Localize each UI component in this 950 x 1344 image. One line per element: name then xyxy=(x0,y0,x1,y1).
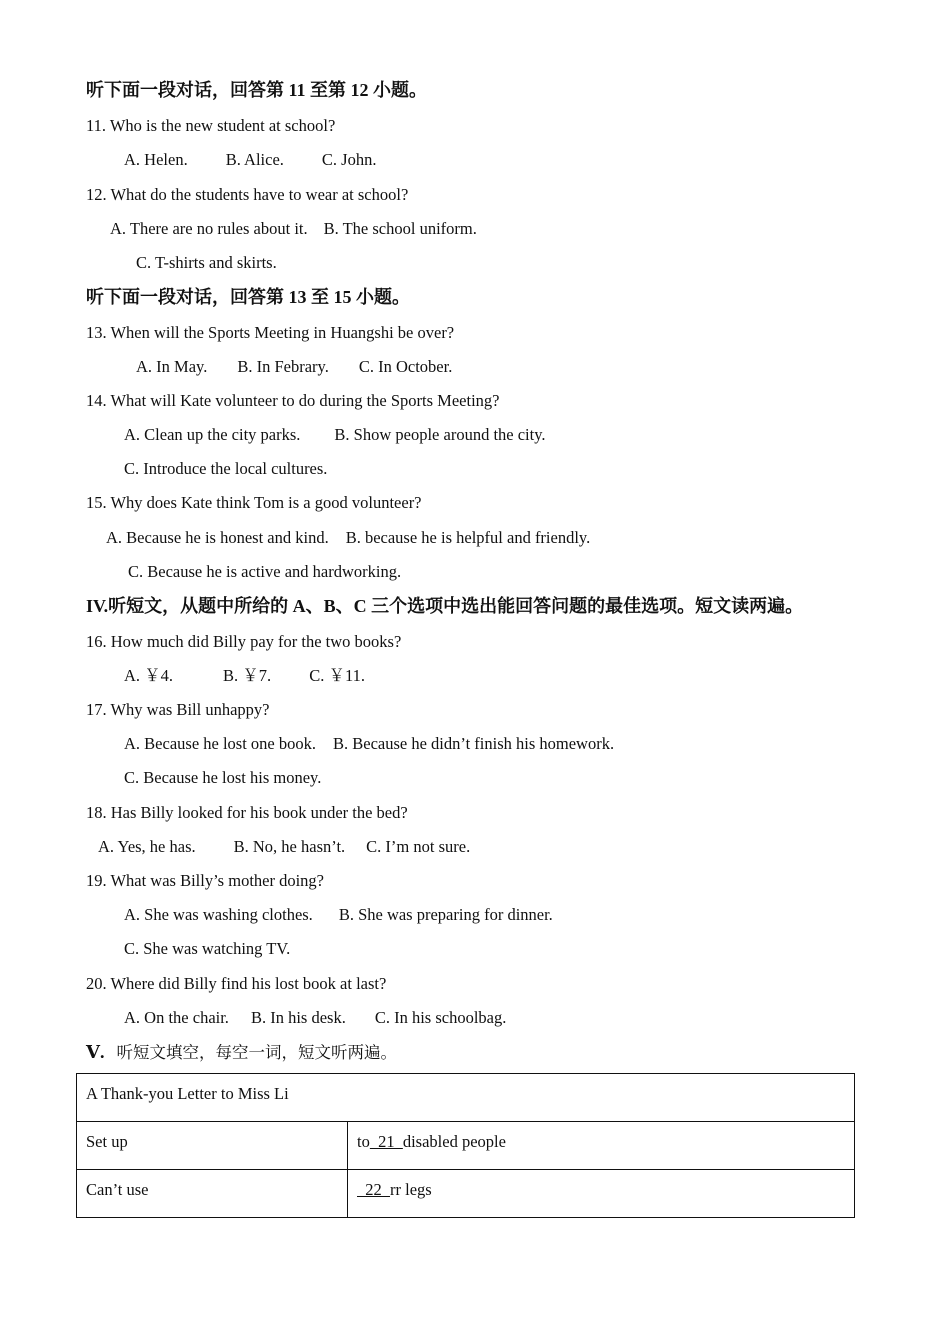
option-c: C. John. xyxy=(321,150,377,169)
question-15: 15. Why does Kate think Tom is a good volunteer? xyxy=(86,493,422,512)
option-b: B. because he is helpful and friendly. xyxy=(345,528,591,547)
table-cell-value: to 21 disabled people xyxy=(348,1122,855,1170)
question-20: 20. Where did Billy find his lost book at last? xyxy=(86,974,387,993)
option-c: C. In his schoolbag. xyxy=(374,1008,507,1027)
option-b: B. In Febrary. xyxy=(237,357,329,376)
option-a: A. Clean up the city parks. xyxy=(124,425,301,444)
section-heading-11-12: 听下面一段对话，回答第 11 至第 12 小题。 xyxy=(86,80,428,100)
option-b: B. Show people around the city. xyxy=(334,425,546,444)
option-a: A. ￥4. xyxy=(124,666,174,685)
section-heading-13-15: 听下面一段对话，回答第 13 至 15 小题。 xyxy=(86,287,410,307)
question-12-options xyxy=(110,219,477,239)
option-a: A. Because he lost one book. xyxy=(124,734,316,753)
section-instruction: 听短文填空，每空一词，短文听两遍。 xyxy=(116,1043,397,1062)
option-b: B. No, he hasn’t. xyxy=(233,837,346,856)
question-14-options xyxy=(124,425,546,445)
option-a: A. In May. xyxy=(136,357,208,376)
question-11-options xyxy=(124,150,376,170)
question-17: 17. Why was Bill unhappy? xyxy=(86,700,270,719)
blank-21[interactable]: 21 xyxy=(369,1132,403,1151)
question-17-options xyxy=(124,734,614,754)
blank-22[interactable]: 22 xyxy=(357,1180,390,1199)
table-row xyxy=(77,1122,855,1170)
table-title: A Thank-you Letter to Miss Li xyxy=(77,1074,855,1122)
option-b: B. Alice. xyxy=(225,150,284,169)
question-11: 11. Who is the new student at school? xyxy=(86,116,336,135)
option-a: A. She was washing clothes. xyxy=(124,905,313,924)
question-18: 18. Has Billy looked for his book under the bed? xyxy=(86,803,408,822)
option-a: A. On the chair. xyxy=(124,1008,229,1027)
section-heading-iv: IV.听短文，从题中所给的 A、B、C 三个选项中选出能回答问题的最佳选项。短文读两遍。 xyxy=(86,596,804,616)
option-c: C. Because he is active and hardworking. xyxy=(128,562,402,581)
option-c: C. T-shirts and skirts. xyxy=(136,253,277,272)
letter-table xyxy=(76,1073,855,1218)
table-row xyxy=(77,1170,855,1218)
option-a: A. Because he is honest and kind. xyxy=(106,528,329,547)
table-cell-label: Can’t use xyxy=(77,1170,348,1218)
question-16-options xyxy=(124,666,365,686)
option-c: C. In October. xyxy=(358,357,453,376)
option-c: C. I’m not sure. xyxy=(366,837,471,856)
option-b: B. In his desk. xyxy=(250,1008,346,1027)
option-c: C. Because he lost his money. xyxy=(124,768,322,787)
option-a: A. Helen. xyxy=(124,150,188,169)
table-row xyxy=(77,1074,855,1122)
option-c: C. Introduce the local cultures. xyxy=(124,459,328,478)
section-heading-v xyxy=(86,1042,397,1063)
table-cell-value: 22 rr legs xyxy=(348,1170,855,1218)
option-a: A. Yes, he has. xyxy=(98,837,196,856)
question-19-options xyxy=(124,905,553,925)
question-20-options xyxy=(124,1008,506,1028)
question-14: 14. What will Kate volunteer to do during the Sports Meeting? xyxy=(86,391,500,410)
option-b: B. She was preparing for dinner. xyxy=(338,905,553,924)
option-a: A. There are no rules about it. xyxy=(110,219,308,238)
option-b: B. ￥7. xyxy=(223,666,272,685)
question-13: 13. When will the Sports Meeting in Huangshi be over? xyxy=(86,323,455,342)
table-cell-label: Set up xyxy=(77,1122,348,1170)
question-13-options xyxy=(136,357,452,377)
section-numeral: Ⅴ. xyxy=(86,1042,105,1062)
question-19: 19. What was Billy’s mother doing? xyxy=(86,871,325,890)
question-16: 16. How much did Billy pay for the two books? xyxy=(86,632,402,651)
question-18-options xyxy=(98,837,470,857)
question-15-options xyxy=(106,528,590,548)
option-c: C. ￥11. xyxy=(309,666,365,685)
question-12: 12. What do the students have to wear at school? xyxy=(86,185,409,204)
option-b: B. Because he didn’t finish his homework. xyxy=(333,734,615,753)
option-b: B. The school uniform. xyxy=(323,219,477,238)
option-c: C. She was watching TV. xyxy=(124,939,291,958)
